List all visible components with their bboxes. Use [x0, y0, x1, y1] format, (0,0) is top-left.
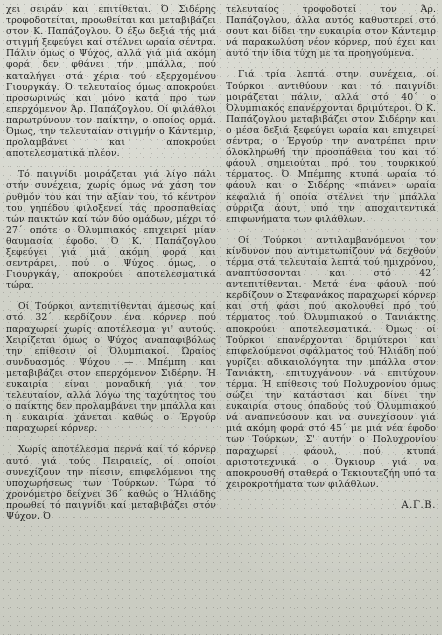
- right-paragraph-1: τελευταίος τροφοδοτεί τον Άρ. Παπάζογλου, άλλα αυτός καθυστερεί στό σουτ και δίδει την ευκαιρία στον Κάντεμιρ νά παρακωλύση νέον κόρνερ, πού έχει και αυτό την ίδια τύχη με τα προηγούμενα.: [226, 4, 436, 60]
- left-paragraph-4: Χωρίς αποτέλεσμα περνά καί τό κόρνερ αυτό γιά τούς Πειραιείς, οί οποίοι συνεχίζουν την πίεσιν, επιφελόμενοι της υποχωρήσεως των Τούρκων. Τώρα τό χρονόμετρο δείχνει 36΄ καθώς ο Ήλιάδης προωθεί τό παιγνίδι καί μεταβιβάζει στόν Ψύχον. Ό: [6, 444, 216, 523]
- left-paragraph-3: Οί Τούρκοι αντεπιτίθενται άμεσως καί στό 32΄ κερδίζουν ένα κόρνερ πού παραχωρεί χωρίς αποτέλεσμα γι' αυτούς. Χειρίζεται όμως ο Ψύχος αναπαφιβόλως την επίθεσιν οί Όλυμπιακοί. Ώραίος συνδυασμός Ψύχου — Μπέμπη και μεταβιβάζει στον επερχόμενον Σιδέρην. Ή ευκαιρία είναι μοναδική γιά τον τελευταίον, αλλά λόγω της ταχύτητος του ο παίκτης δεν προλαμβάνει την μπάλλα και η ευκαιρία χάνεται καθώς ο Έργούρ παραχωρεί κόρνερ.: [6, 301, 216, 435]
- left-paragraph-1: χει σειράν και επιτίθεται. Ό Σιδέρης τροφοδοτείται, προωθείται και μεταβιβάζει στον Κ. Παπάζογλου. Ό έξω δεξιά τής μιά στιγμή ξεφεύγει καί στέλνει ωραία σέντρα. Πάλιν όμως ο Ψύχος, αλλά γιά μιά ακόμη φορά δεν φθάνει τήν μπάλλα, πού καταλήγει στά χέρια τού εξερχομένου Γιουργκάγ. Ό τελευταίος όμως αποκρούει προσωρινώς και μόνο κατά προ των επερχόμενον Άρ. Παπάζογλου. Οί φιλάθλοι παρωτρύνουν τον παίκτην, ο οποίος ορμά. Όμως, την τελευταίαν στιγμήν ο Κάντεμιρ, προλαμβάνει και αποκρούει αποτελεσματικά πλέον.: [6, 4, 216, 160]
- right-paragraph-3: Οί Τούρκοι αντιλαμβανόμενοι τον κίνδυνον που αντιμετωπίζουν νά δεχθούν τέρμα στά τελευταία λεπτά τού ημιχρόνου, αναπτύσσονται και στό 42΄ αντεπιτίθενται. Μετά ένα φάουλ πού κερδίζουν ο Στεφανάκος παραχωρεί κόρνερ και στή φάσι πού ακολουθεί πρό τού τέρματος τού Όλυμπιακού ο Τανιάκτης αποκρούει αποτελεσματικά. Όμως οί Τούρκοι επανέρχονται δριμύτεροι και επιφελούμενοι σφάλματος τού Ήλιάδη πού γυρίζει αδικαιολόγητα την μπάλλα στον Τανιάκτη, επιτυχγάνουν νά επιτύχουν τέρμα. Ή επίθεσις τού Πολυχρονίου όμως σώζει την κατάστασι και δίνει την ευκαιρία στους όπαδούς τού Όλυμπιακού νά αναπνεύσουν και να συνεχίσουν γιά μιά ακόμη φορά στό 45΄ με μιά νέα έφοδο των Τούρκων, Σ' αυτήν ο Πολυχρονίου παραχωρεί φάουλ, πού κτυπά αριστοτεχνικά ο Όγκιουρ γιά να αποκρουσθή σταθερά ο Τεκιουτεζήη υπό τα χειροκροτήματα των φιλάθλων.: [226, 234, 436, 490]
- article-columns: [6, 4, 436, 629]
- left-paragraph-2: Τό παιγνίδι μοιράζεται γιά λίγο πάλι στήν συνέχεια, χωρίς όμως νά χάση τον ρυθμόν του και την αξίαν του, τό κέντρον του γηπέδου φιλοξενεί τάς προσπαθείας τών παικτών καί τών δύο ομάδων, μέχρι τό 27΄ οπότε ο Όλυμπιακός επιχειρεί μίαν θαυμασία έφοδο. Ό Κ. Παπάζογλου ξεφεύγει γιά μιά ακόμη φορά και σεντράρει, πού ο Ψύχος όμως, ο Γιουργκάγ, αποκρούει αποτελεσματικά τώρα.: [6, 169, 216, 292]
- left-column: [6, 4, 216, 629]
- right-column: [226, 4, 436, 629]
- article-signature: Α.Γ.Β.: [401, 499, 436, 511]
- right-paragraph-2: Γιά τρία λεπτά στην συνέχεια, οί Τούρκοι αντιθύουν και τό παιγνίδι μοιράζεται πάλιν, αλλά στό 40΄ ο Όλυμπιακός επανέρχονται δριμύτεροι. Ό Κ. Παπάζογλου μεταβιβάζει στον Σιδέρην και ο μέσα δεξιά ξεφεύγει ωραία και επιχειρεί σέντρα, ο Έργούρ την ανατρέπει πριν όλοκληρωθή την προσπάθεια του και τό φάουλ σημειούται πρό του τουρκικού τέρματος. Ό Μπέμπης κτυπά ωραία τό φάουλ και ο Σιδέρης «πιάνει» ωραία κεφαλιά ή οποία στέλνει την μπάλλα σύρριζα άουτ, υπό την αποχαιτεντικά επιφωνήματα των φιλάθλων.: [226, 69, 436, 225]
